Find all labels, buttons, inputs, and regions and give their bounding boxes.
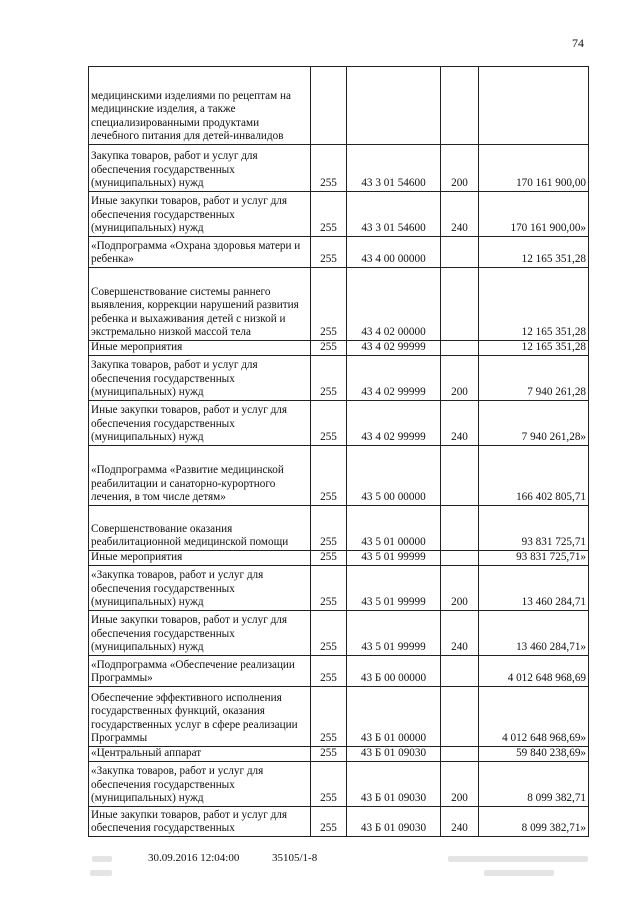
row-csr-cell: 43 5 00 00000 (347, 446, 441, 506)
table-row (89, 807, 589, 837)
row-amount-cell: 93 831 725,71» (479, 551, 589, 566)
row-code-cell: 255 (311, 145, 347, 192)
row-csr-cell: 43 3 01 54600 (347, 145, 441, 192)
row-csr-cell: 43 4 00 00000 (347, 237, 441, 268)
row-amount-cell: 8 099 382,71 (479, 762, 589, 807)
row-name-cell: Иные закупки товаров, работ и услуг для обеспечения государственных (муниципальных) нужд (89, 192, 311, 237)
table-row (89, 446, 589, 506)
row-csr-cell: 43 5 01 99999 (347, 566, 441, 611)
row-code-cell: 255 (311, 506, 347, 551)
row-vr-cell (441, 747, 479, 762)
row-code-cell: 255 (311, 566, 347, 611)
row-vr-cell (441, 506, 479, 551)
row-name-cell: «Подпрограмма «Развитие медицинской реабилитации и санаторно-курортного лечения, в том числе детям» (89, 446, 311, 506)
row-name-cell: Совершенствование оказания реабилитационной медицинской помощи (89, 506, 311, 551)
scan-noise-right-2 (484, 870, 554, 876)
row-code-cell (311, 67, 347, 145)
row-vr-cell (441, 551, 479, 566)
row-csr-cell: 43 Б 00 00000 (347, 656, 441, 687)
row-amount-cell: 8 099 382,71» (479, 807, 589, 837)
row-code-cell: 255 (311, 341, 347, 356)
row-amount-cell: 93 831 725,71 (479, 506, 589, 551)
row-csr-cell: 43 Б 01 09030 (347, 747, 441, 762)
row-vr-cell: 200 (441, 566, 479, 611)
row-csr-cell: 43 Б 01 00000 (347, 687, 441, 747)
table-row (89, 551, 589, 566)
table-row (89, 401, 589, 446)
table-row (89, 687, 589, 747)
row-csr-cell: 43 5 01 99999 (347, 551, 441, 566)
row-csr-cell: 43 Б 01 09030 (347, 807, 441, 837)
row-amount-cell: 166 402 805,71 (479, 446, 589, 506)
row-amount-cell: 59 840 238,69» (479, 747, 589, 762)
row-csr-cell: 43 5 01 99999 (347, 611, 441, 656)
row-name-cell: «Закупка товаров, работ и услуг для обеспечения государственных (муниципальных) нужд (89, 762, 311, 807)
table-row (89, 145, 589, 192)
page-number: 74 (572, 36, 584, 50)
scan-noise-left (92, 856, 112, 862)
row-vr-cell (441, 67, 479, 145)
table-row (89, 268, 589, 341)
row-code-cell: 255 (311, 807, 347, 837)
row-vr-cell: 200 (441, 762, 479, 807)
row-name-cell: «Закупка товаров, работ и услуг для обеспечения государственных (муниципальных) нужд (89, 566, 311, 611)
row-name-cell: Иные закупки товаров, работ и услуг для обеспечения государственных (муниципальных) нужд (89, 611, 311, 656)
row-amount-cell: 170 161 900,00» (479, 192, 589, 237)
row-csr-cell: 43 4 02 99999 (347, 356, 441, 401)
row-amount-cell: 7 940 261,28 (479, 356, 589, 401)
row-csr-cell: 43 4 02 99999 (347, 401, 441, 446)
footer-doc-number: 35105/1-8 (272, 852, 318, 864)
row-csr-cell: 43 4 02 99999 (347, 341, 441, 356)
row-name-cell: Иные мероприятия (89, 341, 311, 356)
row-code-cell: 255 (311, 268, 347, 341)
row-vr-cell (441, 268, 479, 341)
row-name-cell: Совершенствование системы раннего выявления, коррекции нарушений развития ребенка и выхаживания детей с низкой и экстремально низкой массой тела (89, 268, 311, 341)
row-amount-cell: 13 460 284,71 (479, 566, 589, 611)
row-amount-cell: 4 012 648 968,69» (479, 687, 589, 747)
row-code-cell: 255 (311, 611, 347, 656)
row-amount-cell: 13 460 284,71» (479, 611, 589, 656)
row-csr-cell: 43 Б 01 09030 (347, 762, 441, 807)
row-vr-cell: 240 (441, 611, 479, 656)
table-row (89, 611, 589, 656)
row-amount-cell: 7 940 261,28» (479, 401, 589, 446)
row-code-cell: 255 (311, 237, 347, 268)
row-vr-cell (441, 656, 479, 687)
row-name-cell: Закупка товаров, работ и услуг для обеспечения государственных (муниципальных) нужд (89, 356, 311, 401)
row-name-cell: Иные закупки товаров, работ и услуг для обеспечения государственных (89, 807, 311, 837)
scan-noise-right (448, 856, 588, 862)
row-name-cell: Закупка товаров, работ и услуг для обеспечения государственных (муниципальных) нужд (89, 145, 311, 192)
budget-table-body (89, 67, 589, 837)
row-vr-cell (441, 237, 479, 268)
row-name-cell: «Подпрограмма «Обеспечение реализации Программы» (89, 656, 311, 687)
table-row (89, 341, 589, 356)
table-row (89, 656, 589, 687)
table-row (89, 192, 589, 237)
row-code-cell: 255 (311, 687, 347, 747)
row-code-cell: 255 (311, 401, 347, 446)
row-csr-cell (347, 67, 441, 145)
row-amount-cell: 4 012 648 968,69 (479, 656, 589, 687)
scan-noise-left-2 (90, 870, 112, 876)
row-code-cell: 255 (311, 356, 347, 401)
row-vr-cell: 240 (441, 401, 479, 446)
table-row (89, 747, 589, 762)
row-code-cell: 255 (311, 192, 347, 237)
row-vr-cell: 200 (441, 145, 479, 192)
row-code-cell: 255 (311, 747, 347, 762)
table-row (89, 566, 589, 611)
budget-table (88, 66, 589, 837)
row-name-cell: Иные мероприятия (89, 551, 311, 566)
row-name-cell: Иные закупки товаров, работ и услуг для обеспечения государственных (муниципальных) нужд (89, 401, 311, 446)
table-row (89, 506, 589, 551)
row-vr-cell: 200 (441, 356, 479, 401)
row-amount-cell: 12 165 351,28 (479, 268, 589, 341)
table-row (89, 762, 589, 807)
row-vr-cell: 240 (441, 807, 479, 837)
row-vr-cell (441, 446, 479, 506)
table-row (89, 356, 589, 401)
row-name-cell: медицинскими изделиями по рецептам на медицинские изделия, а также специализированными продуктами лечебного питания для детей-инвалидов (89, 67, 311, 145)
row-vr-cell (441, 341, 479, 356)
row-csr-cell: 43 4 02 00000 (347, 268, 441, 341)
table-row (89, 237, 589, 268)
row-csr-cell: 43 5 01 00000 (347, 506, 441, 551)
row-amount-cell: 170 161 900,00 (479, 145, 589, 192)
row-name-cell: Обеспечение эффективного исполнения государственных функций, оказания государственных услуг в сфере реализации Программы (89, 687, 311, 747)
table-row (89, 67, 589, 145)
row-csr-cell: 43 3 01 54600 (347, 192, 441, 237)
row-code-cell: 255 (311, 656, 347, 687)
footer-date: 30.09.2016 12:04:00 (148, 852, 240, 864)
row-amount-cell: 12 165 351,28 (479, 341, 589, 356)
row-code-cell: 255 (311, 762, 347, 807)
row-vr-cell (441, 687, 479, 747)
row-amount-cell (479, 67, 589, 145)
row-name-cell: «Подпрограмма «Охрана здоровья матери и ребенка» (89, 237, 311, 268)
row-amount-cell: 12 165 351,28 (479, 237, 589, 268)
row-vr-cell: 240 (441, 192, 479, 237)
row-code-cell: 255 (311, 551, 347, 566)
row-name-cell: «Центральный аппарат (89, 747, 311, 762)
row-code-cell: 255 (311, 446, 347, 506)
